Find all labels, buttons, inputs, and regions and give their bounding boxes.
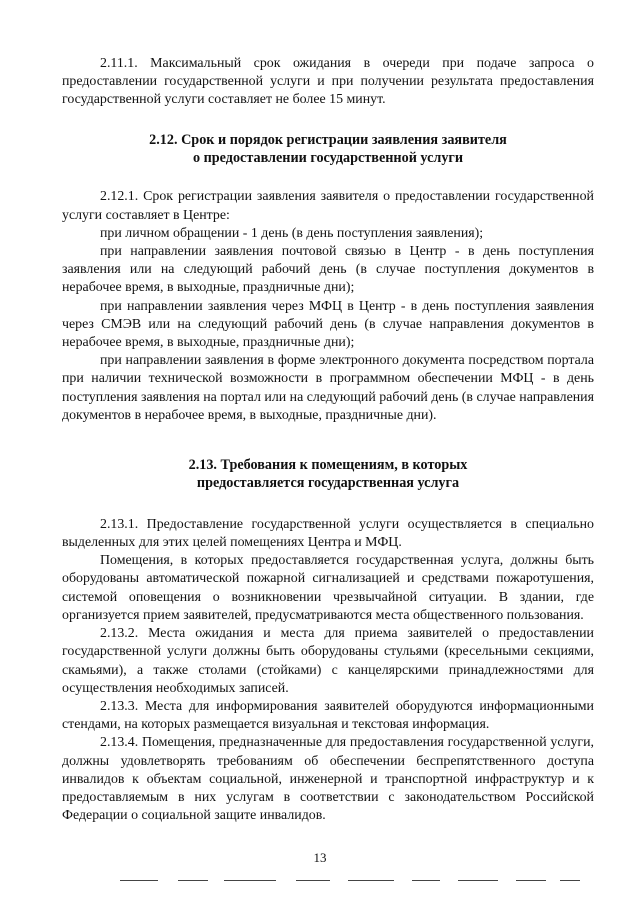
section-title-line: о предоставлении государственной услуги [192,150,464,167]
paragraph-2-13-2: 2.13.2. Места ожидания и места для приема заявителей о предоставлении государственной услуги должны быть оборудованы стульями (кресельными секциями, скамьями), а также столами (стойками) с канцелярскими принадлежностями для осуществления необходимых записей. [62,626,594,696]
page-number: 13 [313,850,327,865]
section-heading-2-13 [62,456,594,493]
paragraph-2-13-1: 2.13.1. Предоставление государственной услуги осуществляется в специально выделенных для этих целей помещениях Центра и МФЦ. [62,516,594,551]
list-item-in-person: при личном обращении - 1 день (в день поступления заявления); [100,225,484,241]
paragraph-2-13-3: 2.13.3. Места для информирования заявителей оборудуются информационными стендами, на которых размещается визуальная и текстовая информация. [62,698,594,733]
paragraph-2-13-4: 2.13.4. Помещения, предназначенные для предоставления государственной услуги, должны удовлетворять требованиям об обеспечении беспрепятственного доступа инвалидов к объектам социальной, инженерной и транспортной инфраструктур и к предоставляемым в них услугам в соответствии с законодательством Российской Федерации о социальной защите инвалидов. [62,735,594,824]
section-heading-2-12 [62,131,594,168]
list-item-via-mfc: при направлении заявления через МФЦ в Центр - в день поступления заявления через СМЭВ или на следующий рабочий день (в случае направления документов в нерабочее время, в выходные, праздничные дни); [62,298,594,351]
document-body [62,55,594,825]
section-title-line: предоставляется государственная услуга [196,475,460,492]
paragraph-premises: Помещения, в которых предоставляется государственная услуга, должны быть оборудованы автоматической пожарной сигнализацией и средствами пожаротушения, системой оповещения о возникновении чрезвычайной ситуации. В здании, где организуется прием заявителей, предусматриваются места общественного пользования. [62,553,594,623]
list-item-electronic: при направлении заявления в форме электронного документа посредством портала при наличии технической возможности в программном обеспечении МФЦ - в день поступления заявления на портал или на следующий рабочий день (в случае направления документов в нерабочее время, в выходные, праздничные дни). [62,353,594,423]
scan-artifact-line [120,879,580,883]
section-title-line: 2.13. Требования к помещениям, в которых [188,457,468,474]
section-title-line: 2.12. Срок и порядок регистрации заявления заявителя [149,131,507,148]
list-item-by-post: при направлении заявления почтовой связью в Центр - в день поступления заявления или на следующий рабочий день (в случае поступления документов в нерабочее время, в выходные, праздничные дни); [62,244,594,296]
paragraph-2-12-1: 2.12.1. Срок регистрации заявления заявителя о предоставлении государственной услуги составляет в Центре: [62,189,594,223]
paragraph-2-11-1: 2.11.1. Максимальный срок ожидания в очереди при подаче запроса о предоставлении государственной услуги и при получении результата предоставления государственной услуги составляет не более 15 минут. [62,56,594,108]
